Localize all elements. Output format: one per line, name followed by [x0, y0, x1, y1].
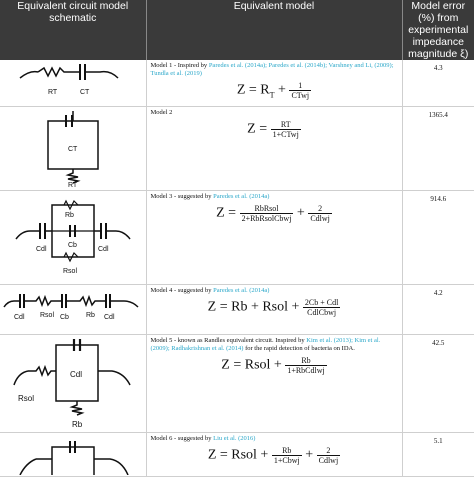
table-row: [0, 190, 474, 284]
model-equation: Z = Rb + Rsol + $\frac{\text{2Cb + Cdl}}{\text{CdlCbwj}}$: [207, 297, 339, 317]
circuit-label: RT: [68, 181, 78, 189]
circuit-label: Rsol: [63, 267, 78, 275]
model-error: 914.6: [402, 190, 474, 284]
model-error: 4.3: [402, 60, 474, 106]
circuit-label: Cdl: [70, 369, 83, 379]
model-equation: Z = Rsol + $\frac{Rb}{\text{1+RbCdlwj}}$: [221, 355, 325, 375]
model-cell: [146, 284, 402, 334]
model-cell: [146, 190, 402, 284]
citation-link[interactable]: Paredes et al. (2014a): [213, 286, 270, 294]
model-equation: $Z = R_T$ + $\frac{1}{\text{CTwj}}$: [236, 81, 310, 100]
circuit-label: RT: [48, 89, 58, 96]
schematic-cell: [0, 190, 146, 284]
citation-link[interactable]: Kim et al. (2013); Kim et al. (2009); Radhakrishnan et al. (2014): [150, 336, 381, 352]
table-row: [0, 284, 474, 334]
circuit-label: Rsol: [18, 393, 35, 403]
model-equation: Z = Rsol + $\frac{Rb}{\text{1+Cbwj}}$ + $\frac{2}{\text{Cdlwj}}$: [207, 445, 339, 465]
header-error: Model error (%) from experimental impedance magnitude ξ): [402, 0, 474, 60]
model-equation: Z = $\frac{RT}{\text{1+CTwj}}$: [247, 119, 299, 139]
model-description: Model 5 - known as Randles equivalent circuit. Inspired by Kim et al. (2013); Kim et al. (2009); Radhakrishnan et al. (2014) for the rapid detection of bacteria on IDA.: [150, 336, 381, 352]
table-row: [0, 432, 474, 476]
model-cell: [146, 106, 402, 190]
model-description: Model 4 - suggested by Paredes et al. (2014a): [150, 286, 270, 294]
table-row: [0, 334, 474, 432]
model-cell: [146, 432, 402, 476]
model-error: 42.5: [402, 334, 474, 432]
circuit-label: Rb: [86, 311, 95, 319]
circuit-schematic-model-4: [0, 285, 146, 333]
header-schematic: Equivalent circuit model schematic: [0, 0, 146, 60]
model-description: Model 2: [150, 108, 173, 116]
circuit-label: Cdl: [36, 245, 47, 253]
header-model: Equivalent model: [146, 0, 402, 60]
circuit-label: CT: [68, 145, 78, 153]
model-error: 4.2: [402, 284, 474, 334]
citation-link[interactable]: Paredes et al. (2014a): [213, 192, 270, 200]
circuit-label: Cb: [60, 313, 69, 321]
circuit-label: Cdl: [14, 313, 25, 321]
table-row: [0, 60, 474, 106]
circuit-schematic-model-1: [0, 60, 146, 104]
schematic-cell: [0, 106, 146, 190]
citation-link[interactable]: Liu et al. (2016): [213, 434, 256, 442]
circuit-schematic-model-3: [0, 191, 146, 283]
model-error: 1365.4: [402, 106, 474, 190]
schematic-cell: [0, 284, 146, 334]
circuit-label: Rb: [65, 211, 74, 219]
citation-link[interactable]: Paredes et al. (2014a); Paredes et al. (2014b); Varshney and Li, (2009); Tundla et al. (2019): [150, 62, 394, 77]
model-equation: Z = $\frac{\text{RbRsol}}{\text{2+RbRsolCbwj}}$ + $\frac{2}{\text{Cdlwj}}$: [216, 203, 330, 223]
model-cell: [146, 334, 402, 432]
table-row: [0, 106, 474, 190]
model-cell: [146, 60, 402, 106]
circuit-label: Cdl: [104, 313, 115, 321]
circuit-label: CT: [80, 89, 90, 96]
circuit-schematic-model-5: [0, 335, 146, 431]
circuit-label: Cdl: [98, 245, 109, 253]
circuit-schematic-model-2: [0, 107, 146, 189]
circuit-label: Rb: [72, 419, 83, 429]
model-description: Model 3 - suggested by Paredes et al. (2014a): [150, 192, 270, 200]
model-description: Model 6 - suggested by Liu et al. (2016): [150, 434, 256, 442]
circuit-label: Rsol: [40, 311, 55, 319]
model-description: Model 1 - Inspired by Paredes et al. (2014a); Paredes et al. (2014b); Varshney and Li, (2009); Tundla et al. (2019): [150, 62, 394, 77]
circuit-label: Cb: [68, 241, 77, 249]
table-header-row: [0, 0, 474, 60]
schematic-cell: [0, 432, 146, 476]
schematic-cell: [0, 60, 146, 106]
schematic-cell: [0, 334, 146, 432]
model-error: 5.1: [402, 432, 474, 476]
